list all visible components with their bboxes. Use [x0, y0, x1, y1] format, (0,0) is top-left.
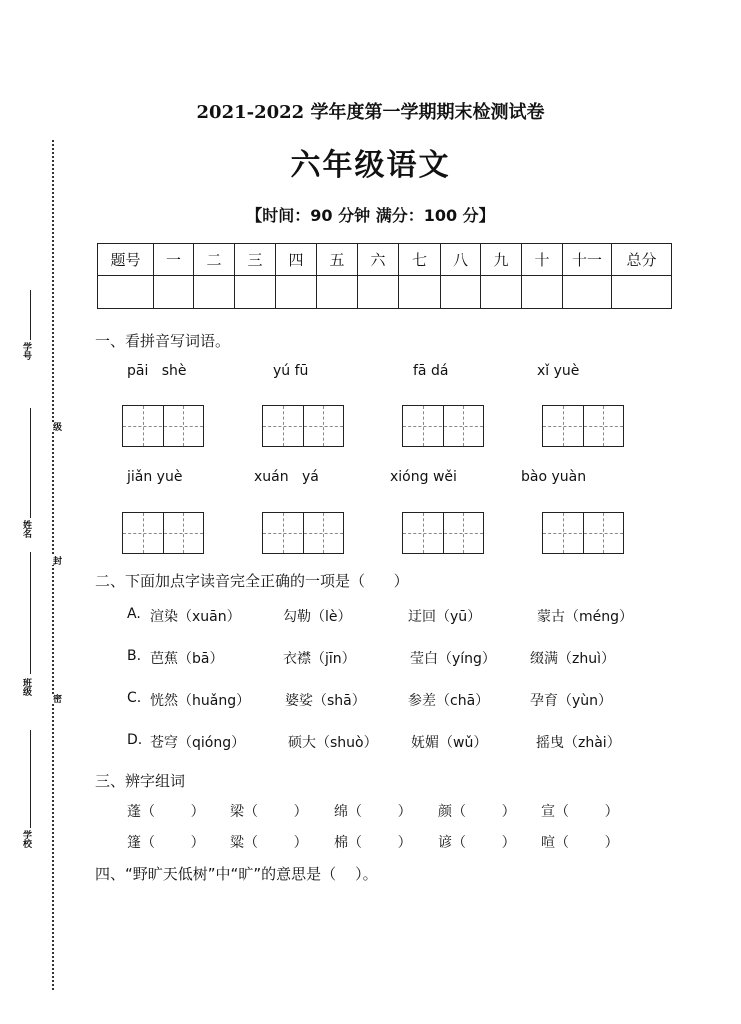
option-item: 缀满（zhuì） [530, 651, 615, 667]
option-item: 恍然（huǎng） [150, 693, 251, 709]
option-item: 硕大（shuò） [288, 735, 378, 751]
score-cell[interactable] [235, 276, 276, 309]
student-id-label: 学号 [21, 342, 31, 360]
writing-grid-box[interactable] [262, 405, 344, 447]
school-label: 学校 [21, 830, 31, 848]
option-item: 勾勒（lè） [283, 609, 352, 625]
score-table-header-row [98, 244, 672, 276]
class-line [30, 552, 31, 674]
section3-title: 三、辨字组词 [95, 772, 186, 790]
score-header-cell: 五 [317, 244, 358, 276]
score-header-cell: 九 [481, 244, 522, 276]
option-item: 渲染（xuān） [150, 609, 241, 625]
student-id-line [30, 290, 31, 340]
score-cell[interactable] [358, 276, 399, 309]
word-pair-item: 喧（ ） [541, 835, 619, 851]
word-pair-item: 宣（ ） [541, 804, 619, 820]
writing-grid-box[interactable] [122, 405, 204, 447]
writing-grid-box[interactable] [402, 405, 484, 447]
option-letter: D. [127, 732, 143, 748]
score-cell[interactable] [276, 276, 317, 309]
pinyin-label: fā dá [413, 363, 449, 379]
name-line [30, 408, 31, 518]
pinyin-label: bào yuàn [521, 469, 587, 485]
score-header-cell: 十一 [563, 244, 612, 276]
score-cell[interactable] [317, 276, 358, 309]
binding-mark-ji: 级 [51, 422, 61, 431]
option-item: 莹白（yíng） [410, 651, 496, 667]
option-letter: A. [127, 606, 141, 622]
binding-mark-mi: 密 [51, 694, 61, 703]
binding-mark-feng: 封 [51, 556, 61, 565]
score-header-cell: 十 [522, 244, 563, 276]
option-item: 苍穹（qióng） [150, 735, 246, 751]
score-header-cell: 一 [154, 244, 194, 276]
subject-title: 六年级语文 [290, 148, 451, 183]
score-cell[interactable] [441, 276, 481, 309]
score-cell[interactable] [98, 276, 154, 309]
score-cell[interactable] [399, 276, 441, 309]
option-letter: C. [127, 690, 142, 706]
score-cell[interactable] [522, 276, 563, 309]
exam-title: 2021-2022 学年度第一学期期末检测试卷 [196, 102, 545, 123]
score-header-cell: 四 [276, 244, 317, 276]
option-item: 芭蕉（bā） [150, 651, 224, 667]
pinyin-label: jiǎn yuè [127, 469, 183, 485]
pinyin-label: xióng wěi [390, 469, 457, 485]
option-item: 衣襟（jīn） [283, 651, 356, 667]
school-line [30, 730, 31, 828]
option-letter: B. [127, 648, 142, 664]
class-label: 班级 [21, 678, 31, 696]
score-header-cell: 题号 [98, 244, 154, 276]
score-table [97, 243, 672, 309]
pinyin-label: pāi shè [127, 363, 187, 379]
word-pair-item: 谚（ ） [438, 835, 516, 851]
writing-grid-box[interactable] [262, 512, 344, 554]
word-pair-item: 棉（ ） [334, 835, 412, 851]
score-cell[interactable] [194, 276, 235, 309]
score-header-cell: 八 [441, 244, 481, 276]
pinyin-label: xuán yá [254, 469, 319, 485]
option-item: 迂回（yū） [408, 609, 482, 625]
score-table-value-row [98, 276, 672, 309]
name-label: 姓名 [21, 520, 31, 538]
score-header-cell: 七 [399, 244, 441, 276]
writing-grid-box[interactable] [542, 405, 624, 447]
score-cell[interactable] [481, 276, 522, 309]
section4-title: 四、“野旷天低树”中“旷”的意思是（ ）。 [95, 865, 378, 883]
word-pair-item: 蓬（ ） [127, 804, 205, 820]
exam-meta: 【时间：90 分钟 满分：100 分】 [246, 206, 495, 225]
score-header-cell: 三 [235, 244, 276, 276]
word-pair-item: 篷（ ） [127, 835, 205, 851]
word-pair-item: 粱（ ） [230, 835, 308, 851]
writing-grid-box[interactable] [542, 512, 624, 554]
word-pair-item: 绵（ ） [334, 804, 412, 820]
score-header-cell: 六 [358, 244, 399, 276]
option-item: 参差（chā） [408, 693, 490, 709]
option-item: 婆娑（shā） [285, 693, 366, 709]
option-item: 孕育（yùn） [530, 693, 613, 709]
pinyin-label: yú fū [273, 363, 309, 379]
writing-grid-box[interactable] [402, 512, 484, 554]
score-cell[interactable] [563, 276, 612, 309]
section2-title: 二、下面加点字读音完全正确的一项是（ ） [95, 572, 409, 590]
option-item: 摇曳（zhài） [536, 735, 621, 751]
option-item: 蒙古（méng） [537, 609, 634, 625]
score-cell[interactable] [612, 276, 672, 309]
word-pair-item: 梁（ ） [230, 804, 308, 820]
option-item: 妩媚（wǔ） [411, 735, 488, 751]
score-header-cell: 二 [194, 244, 235, 276]
word-pair-item: 颜（ ） [438, 804, 516, 820]
binding-dotted-line [52, 140, 54, 990]
score-cell[interactable] [154, 276, 194, 309]
section1-title: 一、看拼音写词语。 [95, 332, 231, 350]
pinyin-label: xǐ yuè [537, 363, 580, 379]
score-header-cell: 总分 [612, 244, 672, 276]
writing-grid-box[interactable] [122, 512, 204, 554]
